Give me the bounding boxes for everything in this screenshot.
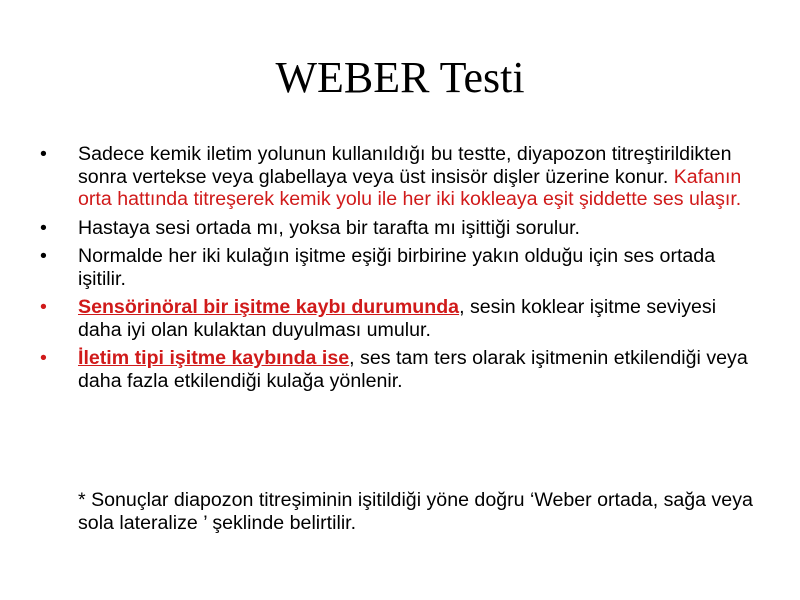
bullet-highlight-text: Kafanın orta hattında titreşerek kemik yolu ile her iki kokleaya eşit şiddette ses ulaşır. xyxy=(78,165,742,210)
bullet-text: Normalde her iki kulağın işitme eşiği birbirine yakın olduğu için ses ortada işitilir. xyxy=(78,245,716,290)
bullet-bold-text: Sensörinöral bir işitme kaybı durumunda xyxy=(78,296,460,318)
bullet-text: Sadece kemik iletim yolunun kullanıldığı bu testte, diyapozon titreştirildikten sonra vertekse veya glabellaya veya üst insisör dişler üzerine konur. xyxy=(78,143,732,188)
bullet-item xyxy=(40,296,760,341)
bullet-list xyxy=(40,143,760,398)
bullet-bold-text: İletim tipi işitme kaybında ise xyxy=(78,347,350,369)
bullet-marker: • xyxy=(40,143,47,165)
bullet-marker: • xyxy=(40,216,47,239)
bullet-item xyxy=(40,245,760,290)
bullet-text: Hastaya sesi ortada mı, yoksa bir tarafta mı işittiği sorulur. xyxy=(78,216,581,239)
footnote: * Sonuçlar diapozon titreşiminin işitildiği yöne doğru ‘Weber ortada, sağa veya sola lateralize ’ şeklinde belirtilir. xyxy=(78,489,753,534)
bullet-marker: • xyxy=(40,296,47,318)
slide-title: WEBER Testi xyxy=(275,53,525,102)
bullet-text: , ses tam ters olarak işitmenin etkilendiği veya daha fazla etkilendiği kulağa yönlenir. xyxy=(78,347,748,392)
bullet-text: , sesin koklear işitme seviyesi daha iyi olan kulaktan duyulması umulur. xyxy=(78,296,717,341)
bullet-item xyxy=(40,217,760,240)
bullet-marker: • xyxy=(40,347,47,369)
bullet-item xyxy=(40,143,760,211)
bullet-marker: • xyxy=(40,245,47,267)
bullet-item xyxy=(40,347,760,392)
